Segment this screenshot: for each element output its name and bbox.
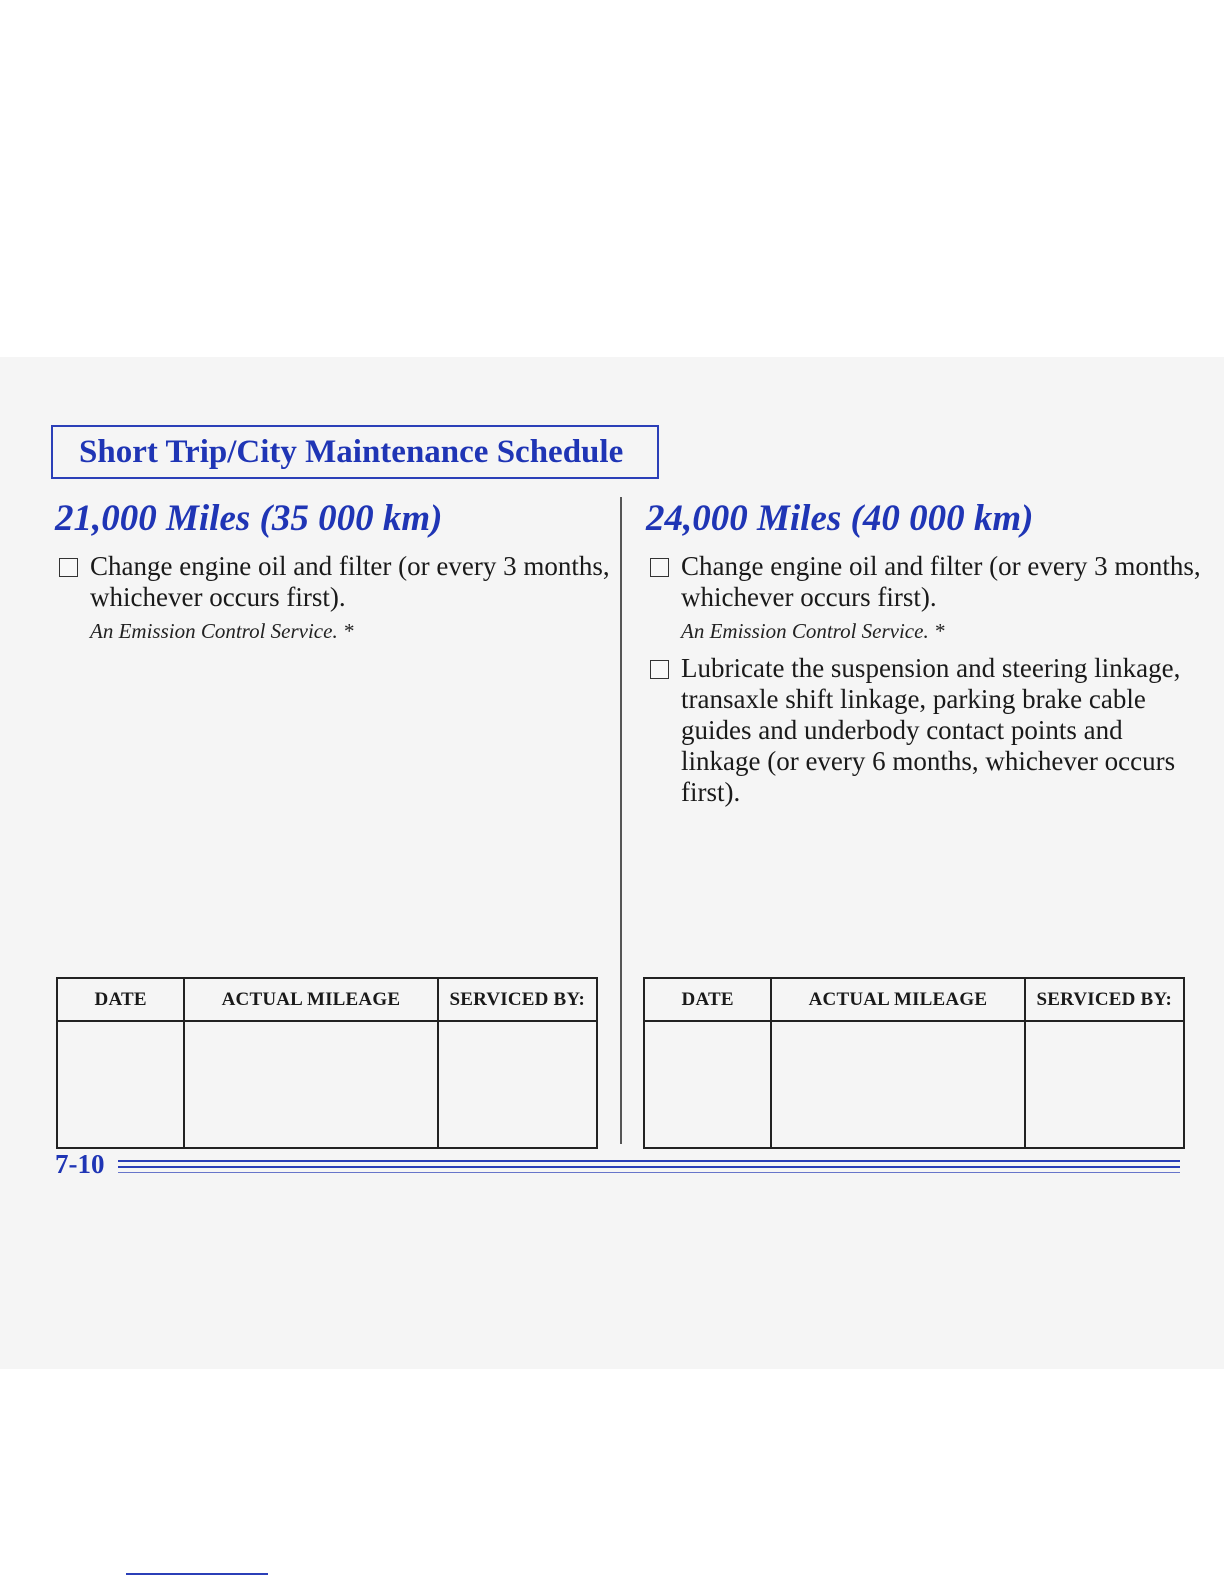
date-column-header: DATE bbox=[644, 978, 771, 1021]
footer-rule bbox=[118, 1172, 1180, 1173]
date-cell[interactable] bbox=[644, 1021, 771, 1148]
serviced-by-cell[interactable] bbox=[1025, 1021, 1184, 1148]
interval-heading: 24,000 Miles (40 000 km) bbox=[646, 498, 1034, 539]
task-text: Change engine oil and filter (or every 3 months, whichever occurs first). bbox=[90, 551, 610, 612]
date-cell[interactable] bbox=[57, 1021, 184, 1148]
task-list bbox=[55, 551, 615, 647]
page-number: 7-10 bbox=[55, 1149, 105, 1179]
section-title: Short Trip/City Maintenance Schedule bbox=[79, 433, 624, 470]
emission-control-note: An Emission Control Service. * bbox=[90, 619, 354, 643]
task-checkbox[interactable] bbox=[650, 558, 669, 577]
interval-heading: 21,000 Miles (35 000 km) bbox=[55, 498, 443, 539]
task-item bbox=[55, 551, 615, 647]
serviced-by-column-header: SERVICED BY: bbox=[438, 978, 597, 1021]
actual-mileage-column-header: ACTUAL MILEAGE bbox=[771, 978, 1024, 1021]
actual-mileage-column-header: ACTUAL MILEAGE bbox=[184, 978, 437, 1021]
task-checkbox[interactable] bbox=[650, 660, 669, 679]
table-row bbox=[644, 1021, 1184, 1148]
task-item bbox=[646, 653, 1206, 808]
task-text: Lubricate the suspension and steering linkage, transaxle shift linkage, parking brake cable guides and underbody contact points and linkage (or every 6 months, whichever occurs first). bbox=[681, 653, 1181, 807]
section-title-box bbox=[51, 425, 659, 479]
footer-rule bbox=[118, 1166, 1180, 1168]
table-header-row bbox=[644, 978, 1184, 1021]
interval-column-21000 bbox=[55, 495, 615, 653]
service-record-table-21000 bbox=[56, 977, 598, 1149]
bottom-link-underline[interactable] bbox=[126, 1573, 268, 1575]
actual-mileage-cell[interactable] bbox=[184, 1021, 437, 1148]
serviced-by-column-header: SERVICED BY: bbox=[1025, 978, 1184, 1021]
table-row bbox=[57, 1021, 597, 1148]
table-header-row bbox=[57, 978, 597, 1021]
actual-mileage-cell[interactable] bbox=[771, 1021, 1024, 1148]
task-body bbox=[681, 551, 1206, 647]
task-body bbox=[90, 551, 615, 647]
task-text: Change engine oil and filter (or every 3 months, whichever occurs first). bbox=[681, 551, 1201, 612]
task-list bbox=[646, 551, 1206, 808]
task-checkbox[interactable] bbox=[59, 558, 78, 577]
emission-control-note: An Emission Control Service. * bbox=[681, 619, 945, 643]
footer-rule bbox=[118, 1160, 1180, 1162]
service-record-table-24000 bbox=[643, 977, 1185, 1149]
column-divider bbox=[620, 497, 622, 1144]
date-column-header: DATE bbox=[57, 978, 184, 1021]
task-item bbox=[646, 551, 1206, 647]
task-body bbox=[681, 653, 1206, 808]
serviced-by-cell[interactable] bbox=[438, 1021, 597, 1148]
interval-column-24000 bbox=[646, 495, 1206, 814]
